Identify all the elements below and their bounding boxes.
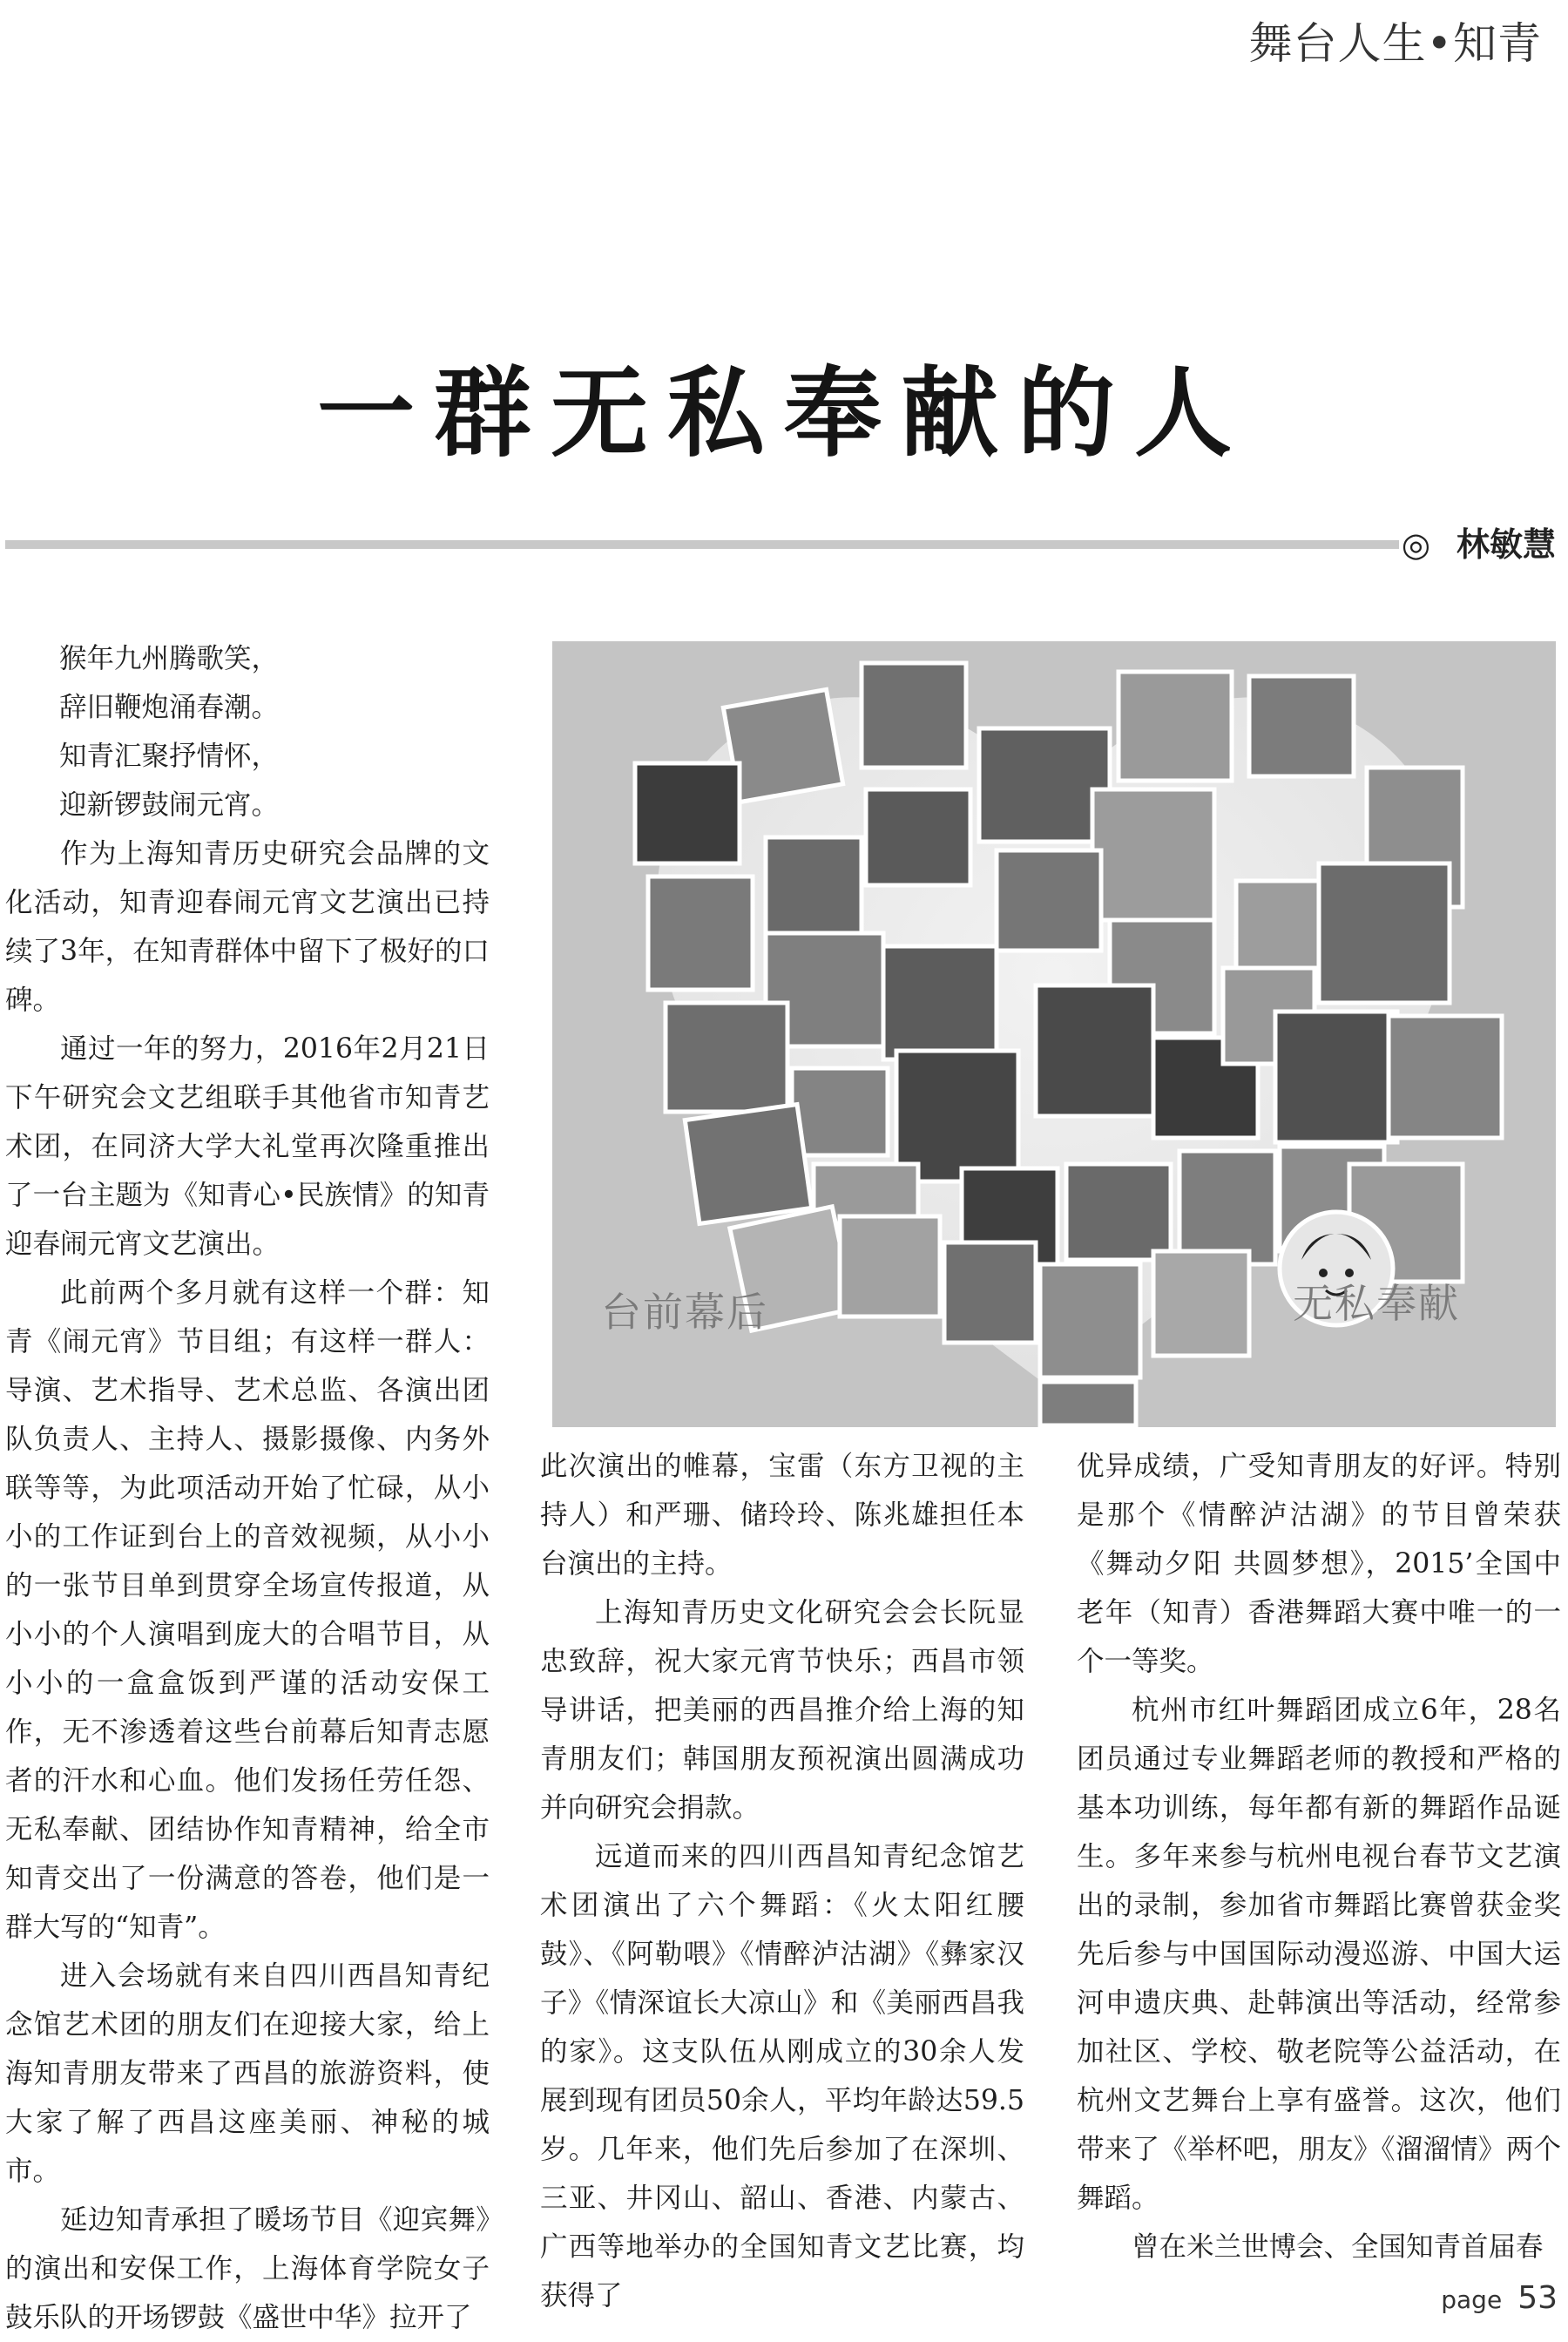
paragraph: 此次演出的帷幕，宝雷（东方卫视的主持人）和严珊、储玲玲、陈兆雄担任本台演出的主持。 [540, 1451, 1024, 1580]
portrait-photo [1249, 676, 1354, 776]
author-name: 林敏慧 [1456, 525, 1556, 564]
photo-collage [552, 641, 1556, 1427]
poem-line: 迎新锣鼓闹元宵。 [59, 789, 280, 821]
paragraph: 此前两个多月就有这样一个群：知青《闹元宵》节目组；有这样一群人：导演、艺术指导、艺术总监、各演出团队负责人、主持人、摄影摄像、内务外联等等，为此项活动开始了忙碌，从小小的工作证到台上的音效视频，从小小的一张节目单到贯穿全场宣传报道，从小小的个人演唱到庞大的合唱节目，从小小的一盒盒饭到严谨的活动安保工作，无不渗透着这些台前幕后知青志愿者的汗水和心血。他们发扬任劳任怨、无私奉献、团结协作知青精神，给全市知青交出了一份满意的答卷，他们是一群大写的“知青”。 [5, 1277, 490, 1943]
paragraph: 曾在米兰世博会、全国知青首届春 [1132, 2231, 1544, 2263]
paragraph: 杭州市红叶舞蹈团成立6年，28名团员通过专业舞蹈老师的教授和严格的基本功训练，每年都有新的舞蹈作品诞生。多年来参与杭州电视台春节文艺演出的录制，参加省市舞蹈比赛曾获金奖先后参与中国国际动漫巡游、中国大运河申遗庆典、赴韩演出等活动，经常参加社区、学校、敬老院等公益活动，在杭州文艺舞台上享有盛誉。这次，他们带来了《举杯吧，朋友》《溜溜情》两个舞蹈。 [1077, 1695, 1561, 2214]
portrait-photo [685, 1105, 811, 1224]
portrait-photo [1389, 1016, 1502, 1138]
portrait-photo [866, 789, 970, 885]
column-2 [540, 1442, 1024, 2320]
poem-line: 辞旧鞭炮涌春潮。 [59, 692, 280, 723]
portrait-photo [944, 1242, 1036, 1343]
portrait-photo [648, 877, 753, 990]
portrait-photo [666, 1003, 787, 1112]
portrait-photo [1153, 1251, 1249, 1356]
page-word: page [1441, 2285, 1503, 2314]
portrait-photo [1092, 789, 1214, 920]
page-number [1441, 2280, 1558, 2316]
paragraph: 优异成绩，广受知青朋友的好评。特别是那个《情醉泸沽湖》的节目曾荣获《舞动夕阳 共圆梦想》，2015’全国中老年（知青）香港舞蹈大赛中唯一的一个一等奖。 [1077, 1451, 1561, 1677]
paragraph: 上海知青历史文化研究会会长阮显忠致辞，祝大家元宵节快乐；西昌市领导讲话，把美丽的西昌推介给上海的知青朋友们；韩国朋友预祝演出圆满成功并向研究会捐款。 [540, 1597, 1024, 1824]
poem-line: 猴年九州腾歌笑， [59, 643, 280, 674]
portrait-photo [1119, 672, 1232, 781]
page-number-value: 53 [1517, 2280, 1558, 2316]
section-label: 舞台人生•知青 [1248, 18, 1542, 69]
portrait-photo [1275, 1012, 1397, 1142]
paragraph: 进入会场就有来自四川西昌知青纪念馆艺术团的朋友们在迎接大家，给上海知青朋友带来了西昌的旅游资料，使大家了解了西昌这座美丽、神秘的城市。 [5, 1960, 490, 2187]
opening-poem [5, 634, 490, 829]
portrait-photo [1040, 1264, 1140, 1377]
portrait-photo [1036, 985, 1153, 1116]
portrait-photo [1179, 1151, 1275, 1264]
portrait-photo [883, 946, 997, 1059]
byline [1402, 518, 1556, 565]
portrait-photo [766, 837, 862, 946]
portrait-photo [1040, 1382, 1136, 1425]
column-3 [1077, 1442, 1561, 2271]
portrait-photo [792, 1068, 888, 1155]
article-title: 一群无私奉献的人 [317, 357, 1251, 470]
caption-left: 台前幕后 [601, 1289, 768, 1336]
paragraph: 通过一年的努力，2016年2月21日下午研究会文艺组联手其他省市知青艺术团，在同济大学大礼堂再次隆重推出了一台主题为《知青心•民族情》的知青迎春闹元宵文艺演出。 [5, 1033, 490, 1260]
portrait-photo [862, 663, 966, 768]
poem-line: 知青汇聚抒情怀， [59, 741, 280, 772]
paragraph: 远道而来的四川西昌知青纪念馆艺术团演出了六个舞蹈：《火太阳红腰鼓》、《阿勒喂》《情醉泸沽湖》《彝家汉子》《情深谊长大凉山》和《美丽西昌我的家》。这支队伍从刚成立的30余人发展到现有团员50余人，平均年龄达59.5岁。几年来，他们先后参加了在深圳、三亚、井冈山、韶山、香港、内蒙古、广西等地举办的全国知青文艺比赛，均获得了 [540, 1841, 1024, 2312]
title-divider [5, 540, 1399, 549]
portrait-photo [635, 763, 740, 863]
caption-right: 无私奉献 [1293, 1280, 1460, 1327]
paragraph: 作为上海知青历史研究会品牌的文化活动，知青迎春闹元宵文艺演出已持续了3年，在知青群体中留下了极好的口碑。 [5, 838, 490, 1016]
portrait-photo [997, 850, 1101, 951]
portrait-photo [1066, 1164, 1171, 1260]
paragraph: 延边知青承担了暖场节目《迎宾舞》的演出和安保工作，上海体育学院女子鼓乐队的开场锣鼓《盛世中华》拉开了 [5, 2204, 490, 2333]
byline-mark: ◎ [1401, 525, 1430, 564]
portrait-photo [1319, 863, 1450, 1003]
column-1 [5, 634, 490, 2342]
portrait-photo [840, 1216, 940, 1317]
